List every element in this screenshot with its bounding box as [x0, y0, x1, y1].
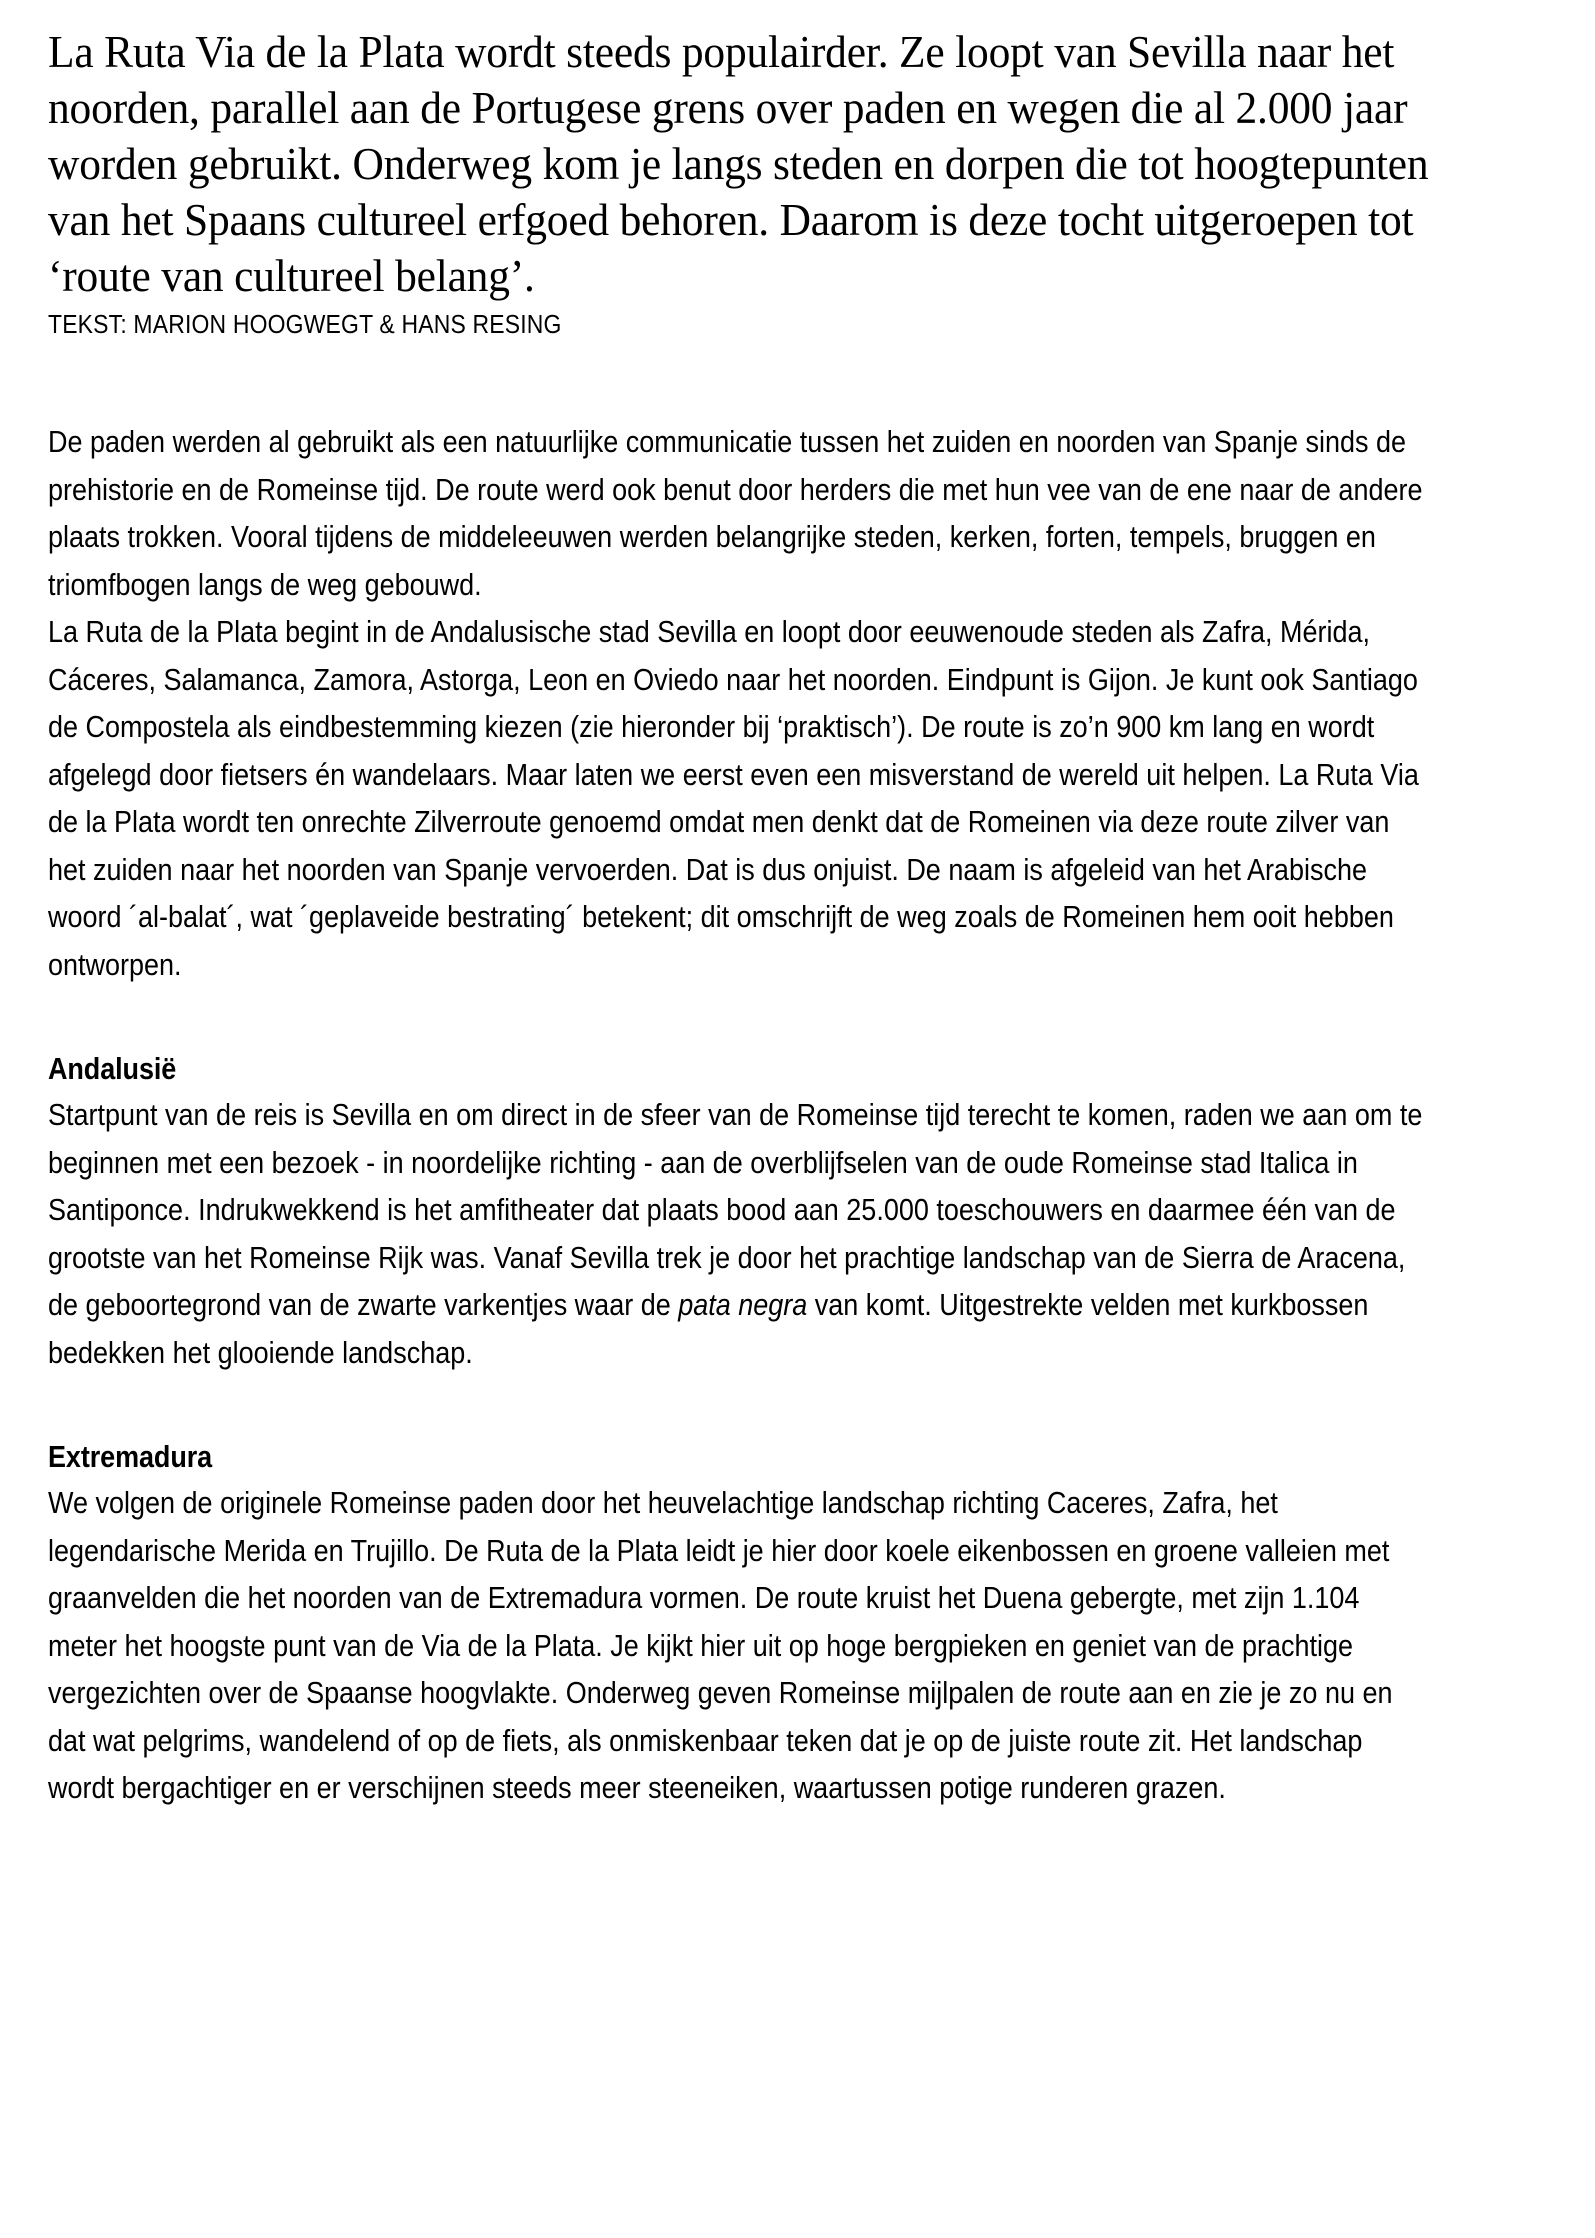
paragraph-extremadura: We volgen de originele Romeinse paden door het heuvelachtige landschap richting Caceres, Zafra, het legendarische Merida en Trujillo. De Ruta de la Plata leidt je hier door koele eikenbossen en groene valleien met graanvelden die het noorden van de Extremadura vormen. De route kruist het Duena gebergte, met zijn 1.104 meter het hoogste punt van de Via de la Plata. Je kijkt hier uit op hoge bergpieken en geniet van de prachtige vergezichten over de Spaanse hoogvlakte. Onderweg geven Romeinse mijlpalen de route aan en zie je zo nu en dat wat pelgrims, wandelend of op de fiets, als onmiskenbaar teken dat je op de juiste route zit. Het landschap wordt bergachtiger en er verschijnen steeds meer steeneiken, waartussen potige runderen grazen.: [48, 1486, 1393, 1805]
byline: TEKST: MARION HOOGWEGT & HANS RESING: [48, 311, 562, 339]
lead-paragraph: La Ruta Via de la Plata wordt steeds populairder. Ze loopt van Sevilla naar het noorden, parallel aan de Portugese grens over paden en wegen die al 2.000 jaar worden gebruikt. Onderweg kom je langs steden en dorpen die tot hoogtepunten van het Spaans cultureel erfgoed behoren. Daarom is deze tocht uitgeroepen tot ‘route van cultureel belang’.: [48, 26, 1429, 301]
section-spacer-extremadura: [48, 1377, 1429, 1434]
lead-body-spacer: [48, 340, 1558, 419]
paragraph-intro-body: De paden werden al gebruikt als een natuurlijke communicatie tussen het zuiden en noorden van Spanje sinds de prehistorie en de Romeinse tijd. De route werd ook benut door herders die met hun vee van de ene naar de andere plaats trokken. Vooral tijdens de middeleeuwen werden belangrijke steden, kerken, forten, tempels, bruggen en triomfbogen langs de weg gebouwd.: [48, 425, 1423, 602]
section-heading-extremadura: Extremadura: [48, 1440, 213, 1474]
paragraph-andalusie-italic-phrase: pata negra: [678, 1288, 808, 1322]
paragraph-andalusie-part-2: van komt. Uitgestrekte velden met kurkbossen bedekken het glooiende landschap.: [48, 1288, 1369, 1370]
article-content: [48, 0, 1558, 1813]
paragraph-andalusie: [48, 1092, 1429, 1377]
paragraph-andalusie-part-1: Startpunt van de reis is Sevilla en om direct in de sfeer van de Romeinse tijd terecht te komen, raden we aan om te beginnen met een bezoek - in noordelijke richting - aan de overblijfselen van de oude Romeinse stad Italica in Santiponce. Indrukwekkend is het amfitheater dat plaats bood aan 25.000 toeschouwers en daarmee één van de grootste van het Romeinse Rijk was. Vanaf Sevilla trek je door het prachtige landschap van de Sierra de Aracena, de geboortegrond van de zwarte varkentjes waar de: [48, 1098, 1423, 1322]
paragraph-intro-body-2: La Ruta de la Plata begint in de Andalusische stad Sevilla en loopt door eeuwenoude steden als Zafra, Mérida, Cáceres, Salamanca, Zamora, Astorga, Leon en Oviedo naar het noorden. Eindpunt is Gijon. Je kunt ook Santiago de Compostela als eindbestemming kiezen (zie hieronder bij ‘praktisch’). De route is zo’n 900 km lang en wordt afgelegd door fietsers én wandelaars. Maar laten we eerst even een misverstand de wereld uit helpen. La Ruta Via de la Plata wordt ten onrechte Zilverroute genoemd omdat men denkt dat de Romeinen via deze route zilver van het zuiden naar het noorden van Spanje vervoerden. Dat is dus onjuist. De naam is afgeleid van het Arabische woord ´al-balat´, wat ´geplaveide bestrating´ betekent; dit omschrijft de weg zoals de Romeinen hem ooit hebben ontworpen.: [48, 615, 1419, 982]
body-text: [48, 419, 1429, 1813]
section-spacer-andalusie: [48, 989, 1429, 1046]
section-heading-andalusie: Andalusië: [48, 1052, 177, 1086]
